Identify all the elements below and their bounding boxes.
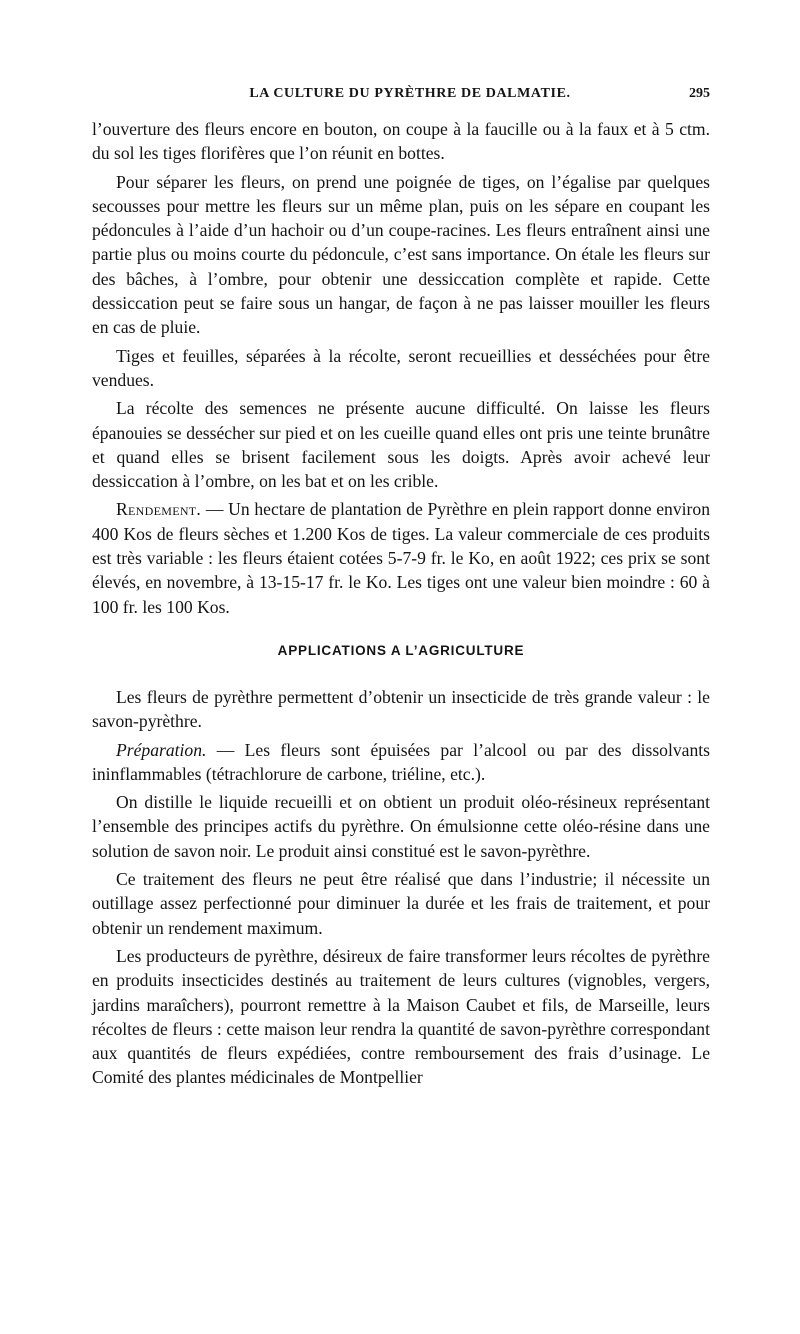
paragraph-preparation xyxy=(92,738,710,787)
paragraph-producers: Les producteurs de pyrèthre, désireux de faire transformer leurs récoltes de pyrèthre en produits insecticides destinés au traitement de leurs cultures (vignobles, vergers, jardins maraîchers), pourront remettre à la Maison Caubet et fils, de Marseille, leurs récoltes de fleurs : cette maison leur rendra la quantité de savon-pyrèthre correspondant aux quantités de fleurs expédiées, contre remboursement des frais d’usinage. Le Comité des plantes médicinales de Montpellier xyxy=(92,945,710,1088)
yield-lead: Rendement. xyxy=(116,499,202,520)
preparation-text: — Les fleurs sont épuisées par l’alcool ou par des dissolvants ininflammables (tétrachlorure de carbone, triéline, etc.). xyxy=(92,739,710,784)
running-title: LA CULTURE DU PYRÈTHRE DE DALMATIE. xyxy=(249,86,571,101)
body-text xyxy=(92,117,710,1094)
section-heading: APPLICATIONS A L’AGRICULTURE xyxy=(277,642,525,658)
running-head xyxy=(110,86,710,110)
paragraph-continued: l’ouverture des fleurs encore en bouton, on coupe à la faucille ou à la faux et à 5 ctm. du sol les tiges florifères que l’on réunit en bottes. xyxy=(92,119,710,164)
paragraph-insecticide: Les fleurs de pyrèthre permettent d’obtenir un insecticide de très grande valeur : le savon-pyrèthre. xyxy=(92,686,710,732)
paragraph-seed-harvest: La récolte des semences ne présente aucune difficulté. On laisse les fleurs épanouies se dessécher sur pied et on les cueille quand elles ont pris une teinte brunâtre et quand elles se brisent facilement sous les doigts. Après avoir achevé leur dessiccation à l’ombre, on les bat et on les crible. xyxy=(92,398,710,492)
yield-text: — Un hectare de plantation de Pyrèthre en plein rapport donne environ 400 Kos de fleurs sèches et 1.200 Kos de tiges. La valeur commerciale de ces produits est très variable : les fleurs étaient cotées 5-7-9 fr. le Ko, en août 1922; ces prix se sont élevés, en novembre, à 13-15-17 fr. le Ko. Les tiges ont une valeur bien moindre : 60 à 100 fr. les 100 Kos. xyxy=(92,499,710,617)
paragraph-industry: Ce traitement des fleurs ne peut être réalisé que dans l’industrie; il nécessite un outillage assez perfectionné pour diminuer la durée et les frais de traitement, et pour obtenir un rendement maximum. xyxy=(92,869,710,938)
page-number: 295 xyxy=(689,86,710,101)
preparation-lead: Préparation. xyxy=(116,739,207,760)
paragraph-separation: Pour séparer les fleurs, on prend une poignée de tiges, on l’égalise par quelques secousses pour mettre les fleurs sur un même plan, puis on les sépare en coupant les pédoncules à l’aide d’un hachoir ou d’un coupe-racines. Les fleurs entraînent ainsi une partie plus ou moins courte du pédoncule, c’est sans importance. On étale les fleurs sur des bâches, à l’ombre, pour obtenir une dessiccation complète et rapide. Cette dessiccation peut se faire sous un hangar, de façon à ne pas laisser mouiller les fleurs en cas de pluie. xyxy=(92,171,710,338)
paragraph-stems-leaves: Tiges et feuilles, séparées à la récolte, seront recueillies et desséchées pour être vendues. xyxy=(92,345,710,390)
paragraph-distillation: On distille le liquide recueilli et on obtient un produit oléo-résineux représentant l’ensemble des principes actifs du pyrèthre. On émulsionne cette oléo-résine dans une solution de savon noir. Le produit ainsi constitué est le savon-pyrèthre. xyxy=(92,792,710,861)
paragraph-yield xyxy=(92,497,710,618)
